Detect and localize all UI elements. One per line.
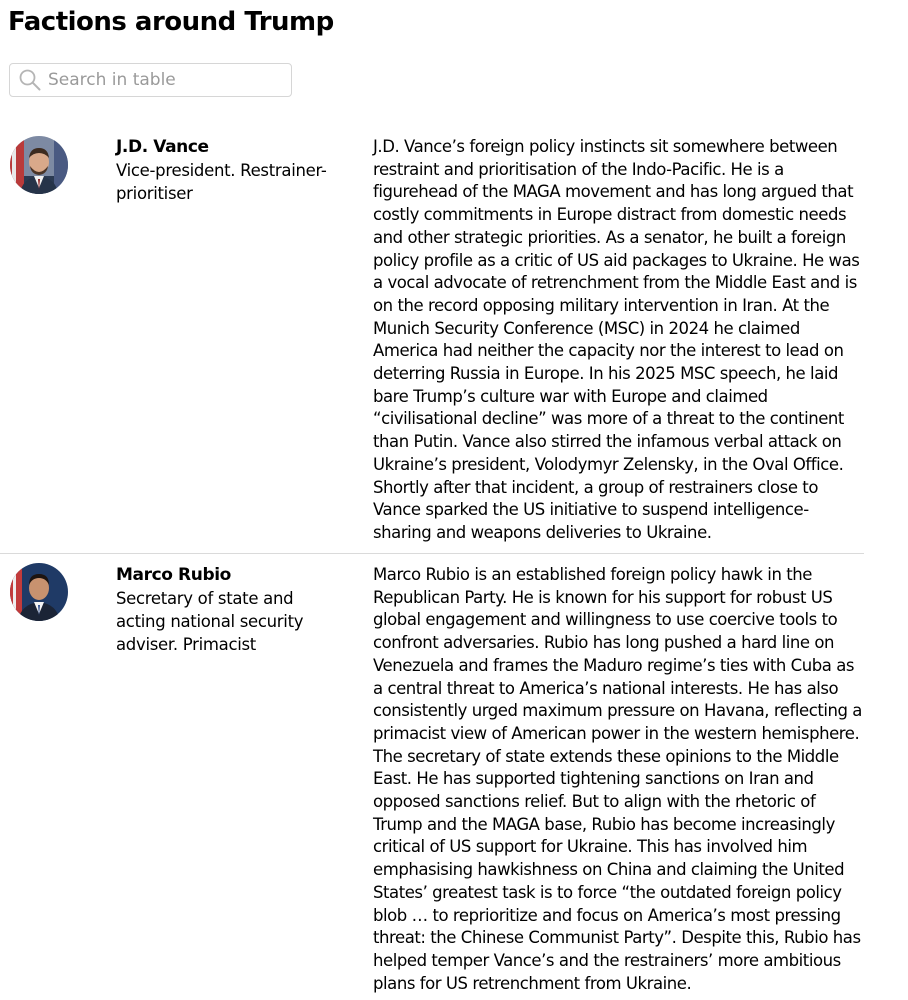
search-box[interactable] bbox=[9, 63, 292, 97]
person-role: Secretary of state and acting national security adviser. Primacist bbox=[116, 589, 304, 654]
person-name: J.D. Vance bbox=[116, 137, 209, 157]
search-icon bbox=[16, 66, 44, 94]
person-name: Marco Rubio bbox=[116, 565, 231, 585]
search-input[interactable] bbox=[44, 65, 291, 95]
page-title: Factions around Trump bbox=[8, 7, 334, 37]
person-role: Vice-president. Restrainer-prioritiser bbox=[116, 161, 327, 203]
avatar bbox=[10, 563, 68, 621]
avatar bbox=[10, 136, 68, 194]
person-description: Marco Rubio is an established foreign policy hawk in the Republican Party. He is known for his support for robust US global engagement and willingness to use coercive tools to confront adversaries. Rubio has long pushed a hard line on Venezuela and frames the Maduro regime’s ties with Cuba as a central threat to America’s national interests. He has also consistently urged maximum pressure on Havana, reflecting a primacist view of American power in the western hemisphere. The secretary of state extends these opinions to the Middle East. He has supported tightening sanctions on Iran and opposed sanctions relief. But to align with the rhetoric of Trump and the MAGA base, Rubio has become increasingly critical of US support for Ukraine. This has involved him emphasising hawkishness on China and claiming the United States’ greatest task is to force “the outdated foreign policy blob … to reprioritize and focus on America’s most pressing threat: the Chinese Communist Party”. Despite this, Rubio has helped temper Vance’s and the restrainers’ more ambitious plans for US retrenchment from Ukraine. bbox=[373, 565, 862, 993]
person-description: J.D. Vance’s foreign policy instincts sit somewhere between restraint and prioritisation of the Indo-Pacific. He is a figurehead of the MAGA movement and has long argued that costly commitments in Europe distract from domestic needs and other strategic priorities. As a senator, he built a foreign policy profile as a critic of US aid packages to Ukraine. He was a vocal advocate of retrenchment from the Middle East and is on the record opposing military intervention in Iran. At the Munich Security Conference (MSC) in 2024 he claimed America had neither the capacity nor the interest to lead on deterring Russia in Europe. In his 2025 MSC speech, he laid bare Trump’s culture war with Europe and claimed “civilisational decline” was more of a threat to the continent than Putin. Vance also stirred the infamous verbal attack on Ukraine’s president, Volodymyr Zelensky, in the Oval Office. Shortly after that incident, a group of restrainers close to Vance sparked the US initiative to suspend intelligence-sharing and weapons deliveries to Ukraine. bbox=[373, 137, 860, 542]
table-row bbox=[0, 553, 864, 993]
